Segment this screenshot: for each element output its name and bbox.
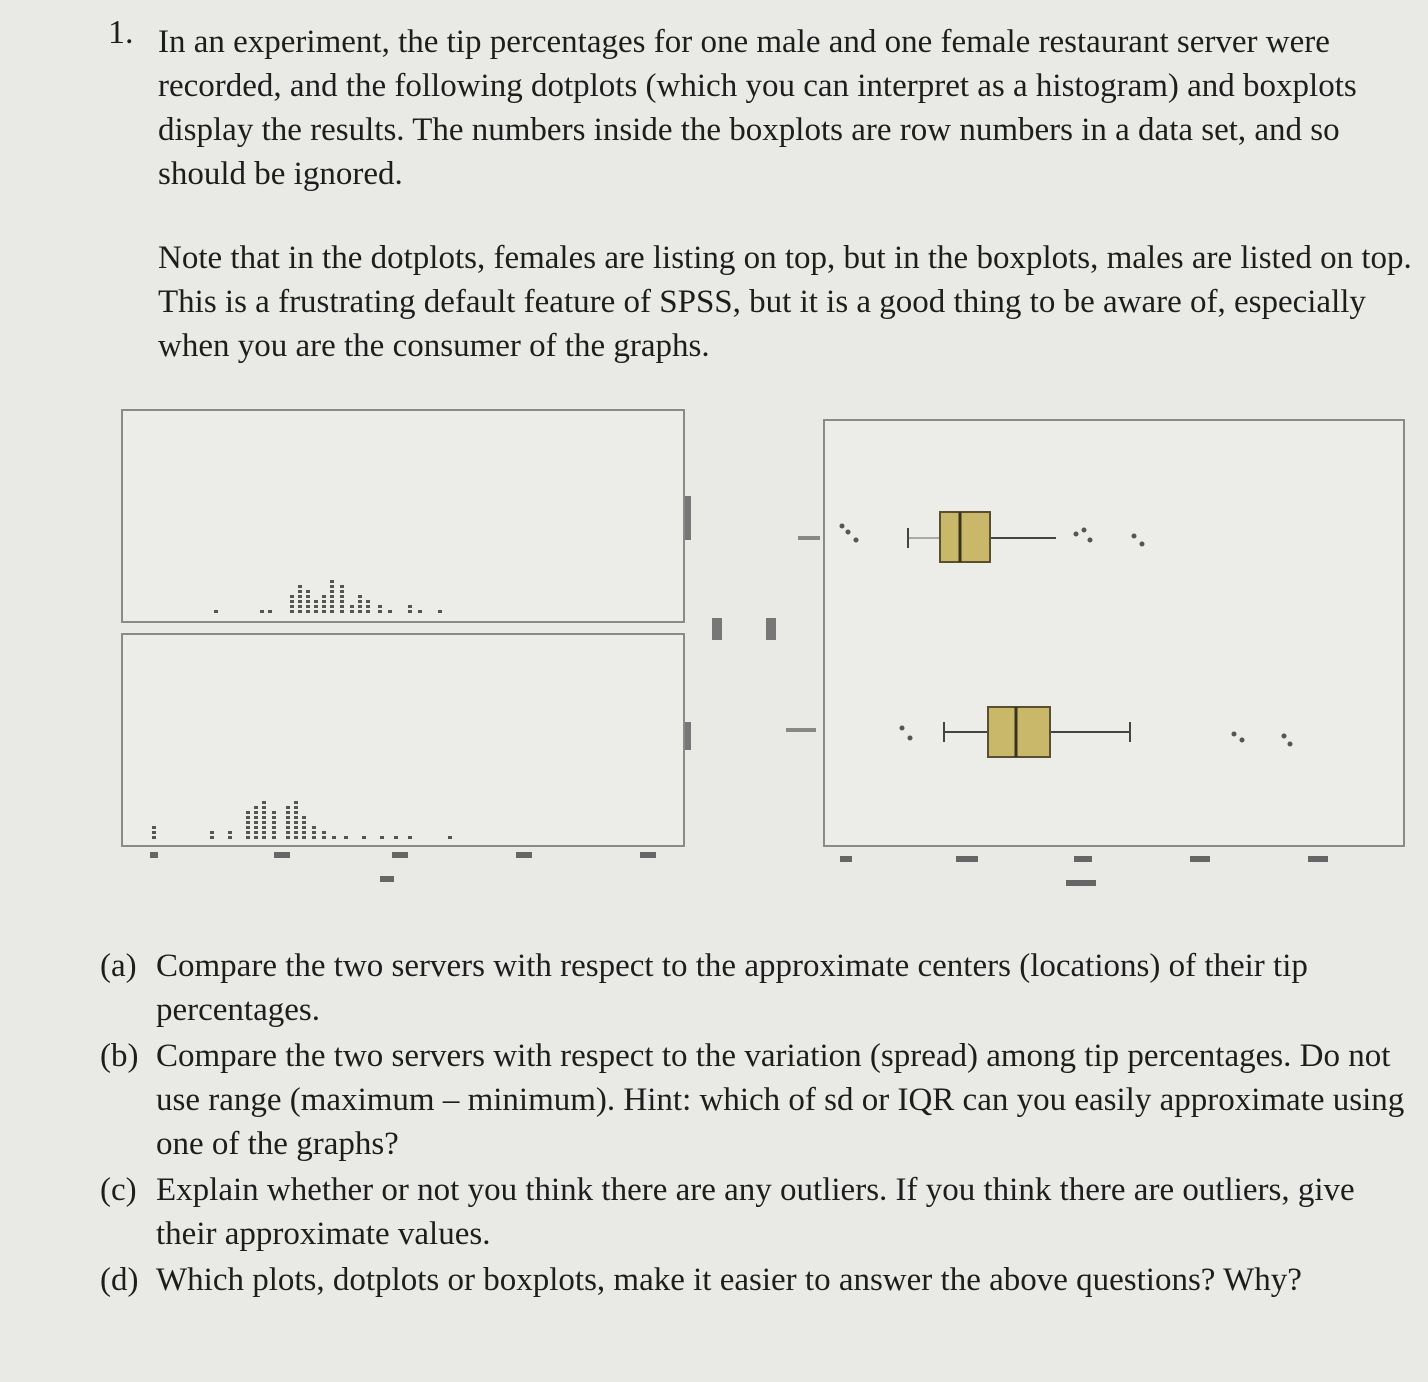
- part-a-label: (a): [100, 948, 137, 984]
- dot: [290, 610, 294, 613]
- dot: [294, 801, 298, 804]
- dot: [286, 836, 290, 839]
- dot: [286, 831, 290, 834]
- part-c: [100, 1168, 1420, 1256]
- dot: [152, 826, 156, 829]
- dot: [246, 836, 250, 839]
- dot: [246, 831, 250, 834]
- dot: [254, 826, 258, 829]
- part-b: [100, 1034, 1420, 1166]
- dot: [272, 836, 276, 839]
- dot: [350, 605, 354, 608]
- part-c-label: (c): [100, 1172, 137, 1208]
- dot: [330, 590, 334, 593]
- dot: [286, 821, 290, 824]
- dot: [286, 811, 290, 814]
- dot: [378, 610, 382, 613]
- part-b-label: (b): [100, 1038, 139, 1074]
- dot: [294, 836, 298, 839]
- dot: [294, 831, 298, 834]
- boxplot-box-bottom: [988, 707, 1050, 757]
- dot: [322, 610, 326, 613]
- dot: [358, 610, 362, 613]
- dot: [314, 610, 318, 613]
- dot: [332, 836, 336, 839]
- dot: [408, 836, 412, 839]
- dot: [312, 831, 316, 834]
- dot: [448, 836, 452, 839]
- dot: [330, 595, 334, 598]
- dot: [408, 610, 412, 613]
- dot: [388, 610, 392, 613]
- dot: [210, 831, 214, 834]
- dot: [314, 605, 318, 608]
- dot: [340, 585, 344, 588]
- dot: [362, 836, 366, 839]
- dot: [298, 590, 302, 593]
- dot: [290, 600, 294, 603]
- question-note: Note that in the dotplots, females are listing on top, but in the boxplots, males are listed on top. This is a frustrating default feature of SPSS, but it is a good thing to be aware of, especially when you are the consumer of the graphs.: [158, 240, 1412, 364]
- dot: [210, 836, 214, 839]
- dot: [268, 610, 272, 613]
- dot: [272, 831, 276, 834]
- part-d-label: (d): [100, 1262, 139, 1298]
- dot: [366, 610, 370, 613]
- dot: [254, 816, 258, 819]
- dot: [312, 826, 316, 829]
- dot: [290, 605, 294, 608]
- dot: [418, 610, 422, 613]
- dot: [246, 816, 250, 819]
- dot: [340, 590, 344, 593]
- dot: [340, 605, 344, 608]
- part-a: [100, 944, 1420, 1032]
- question-intro: In an experiment, the tip percentages for one male and one female restaurant server were recorded, and the following dotplots (which you can interpret as a histogram) and boxplots display the results. The numbers inside the boxplots are row numbers in a data set, and so should be ignored.: [158, 24, 1357, 192]
- dot: [298, 610, 302, 613]
- dotplot-strip-marks: [685, 496, 776, 750]
- dot: [152, 836, 156, 839]
- figure-svg: [118, 404, 1418, 904]
- dot: [302, 831, 306, 834]
- part-d-text: Which plots, dotplots or boxplots, make it easier to answer the above questions? Why?: [156, 1262, 1302, 1298]
- dot: [246, 826, 250, 829]
- dot: [394, 836, 398, 839]
- dot: [312, 836, 316, 839]
- dot: [272, 821, 276, 824]
- boxplot-panel: [824, 420, 1404, 846]
- dot: [298, 595, 302, 598]
- dot: [152, 831, 156, 834]
- dot: [246, 821, 250, 824]
- dot: [294, 811, 298, 814]
- dot: [262, 831, 266, 834]
- boxplot-tick-marks: [840, 856, 1328, 886]
- dot: [298, 585, 302, 588]
- figure-dotplots-boxplots: [118, 404, 1418, 904]
- part-c-text: Explain whether or not you think there are any outliers. If you think there are outliers, give their approximate values.: [156, 1172, 1355, 1252]
- dot: [260, 610, 264, 613]
- dot: [344, 836, 348, 839]
- dot: [272, 811, 276, 814]
- part-d: [100, 1258, 1420, 1302]
- question-parts: [100, 944, 1420, 1304]
- dot: [408, 605, 412, 608]
- dot: [294, 821, 298, 824]
- dot: [254, 806, 258, 809]
- dot: [228, 831, 232, 834]
- dot: [294, 826, 298, 829]
- dot: [306, 610, 310, 613]
- dot: [298, 600, 302, 603]
- dot: [286, 826, 290, 829]
- dot: [254, 836, 258, 839]
- dot: [340, 600, 344, 603]
- dot: [330, 605, 334, 608]
- dot: [228, 836, 232, 839]
- dot: [322, 831, 326, 834]
- dot: [262, 806, 266, 809]
- dot: [306, 605, 310, 608]
- dot: [366, 605, 370, 608]
- dot: [306, 595, 310, 598]
- dot: [262, 811, 266, 814]
- dotplot-panel-top: [122, 410, 684, 622]
- dot: [302, 836, 306, 839]
- dotplot-panel-bottom: [122, 634, 684, 846]
- dot: [340, 595, 344, 598]
- dot: [350, 610, 354, 613]
- boxplot-box-top: [940, 512, 990, 562]
- dot: [294, 816, 298, 819]
- dot: [214, 610, 218, 613]
- dot: [294, 806, 298, 809]
- dot: [380, 836, 384, 839]
- dot: [330, 600, 334, 603]
- question-number: 1.: [108, 14, 134, 51]
- dot: [358, 595, 362, 598]
- dot: [254, 811, 258, 814]
- dot: [262, 836, 266, 839]
- dot: [322, 836, 326, 839]
- dotplot-tick-marks: [150, 852, 656, 882]
- dot: [246, 811, 250, 814]
- dot: [286, 816, 290, 819]
- part-b-text: Compare the two servers with respect to the variation (spread) among tip percentages. Do not use range (maximum – minimum). Hint: which of sd or IQR can you easily approximate using one of the graphs?: [156, 1038, 1405, 1162]
- part-a-text: Compare the two servers with respect to the approximate centers (locations) of their tip percentages.: [156, 948, 1308, 1028]
- dot: [358, 600, 362, 603]
- dot: [272, 816, 276, 819]
- dot: [378, 605, 382, 608]
- dot: [262, 826, 266, 829]
- dot: [290, 595, 294, 598]
- dot: [366, 600, 370, 603]
- dot: [262, 816, 266, 819]
- dot: [314, 600, 318, 603]
- dot: [254, 831, 258, 834]
- dot: [322, 605, 326, 608]
- dot: [330, 580, 334, 583]
- dot: [302, 816, 306, 819]
- dot: [298, 605, 302, 608]
- dot: [330, 610, 334, 613]
- dot: [340, 610, 344, 613]
- dot: [306, 600, 310, 603]
- dot: [322, 595, 326, 598]
- dot: [302, 826, 306, 829]
- dot: [286, 806, 290, 809]
- dot: [302, 821, 306, 824]
- dot: [322, 600, 326, 603]
- dot: [254, 821, 258, 824]
- dot: [438, 610, 442, 613]
- dot: [262, 801, 266, 804]
- dot: [272, 826, 276, 829]
- dot: [306, 590, 310, 593]
- dot: [262, 821, 266, 824]
- dot: [330, 585, 334, 588]
- dot: [358, 605, 362, 608]
